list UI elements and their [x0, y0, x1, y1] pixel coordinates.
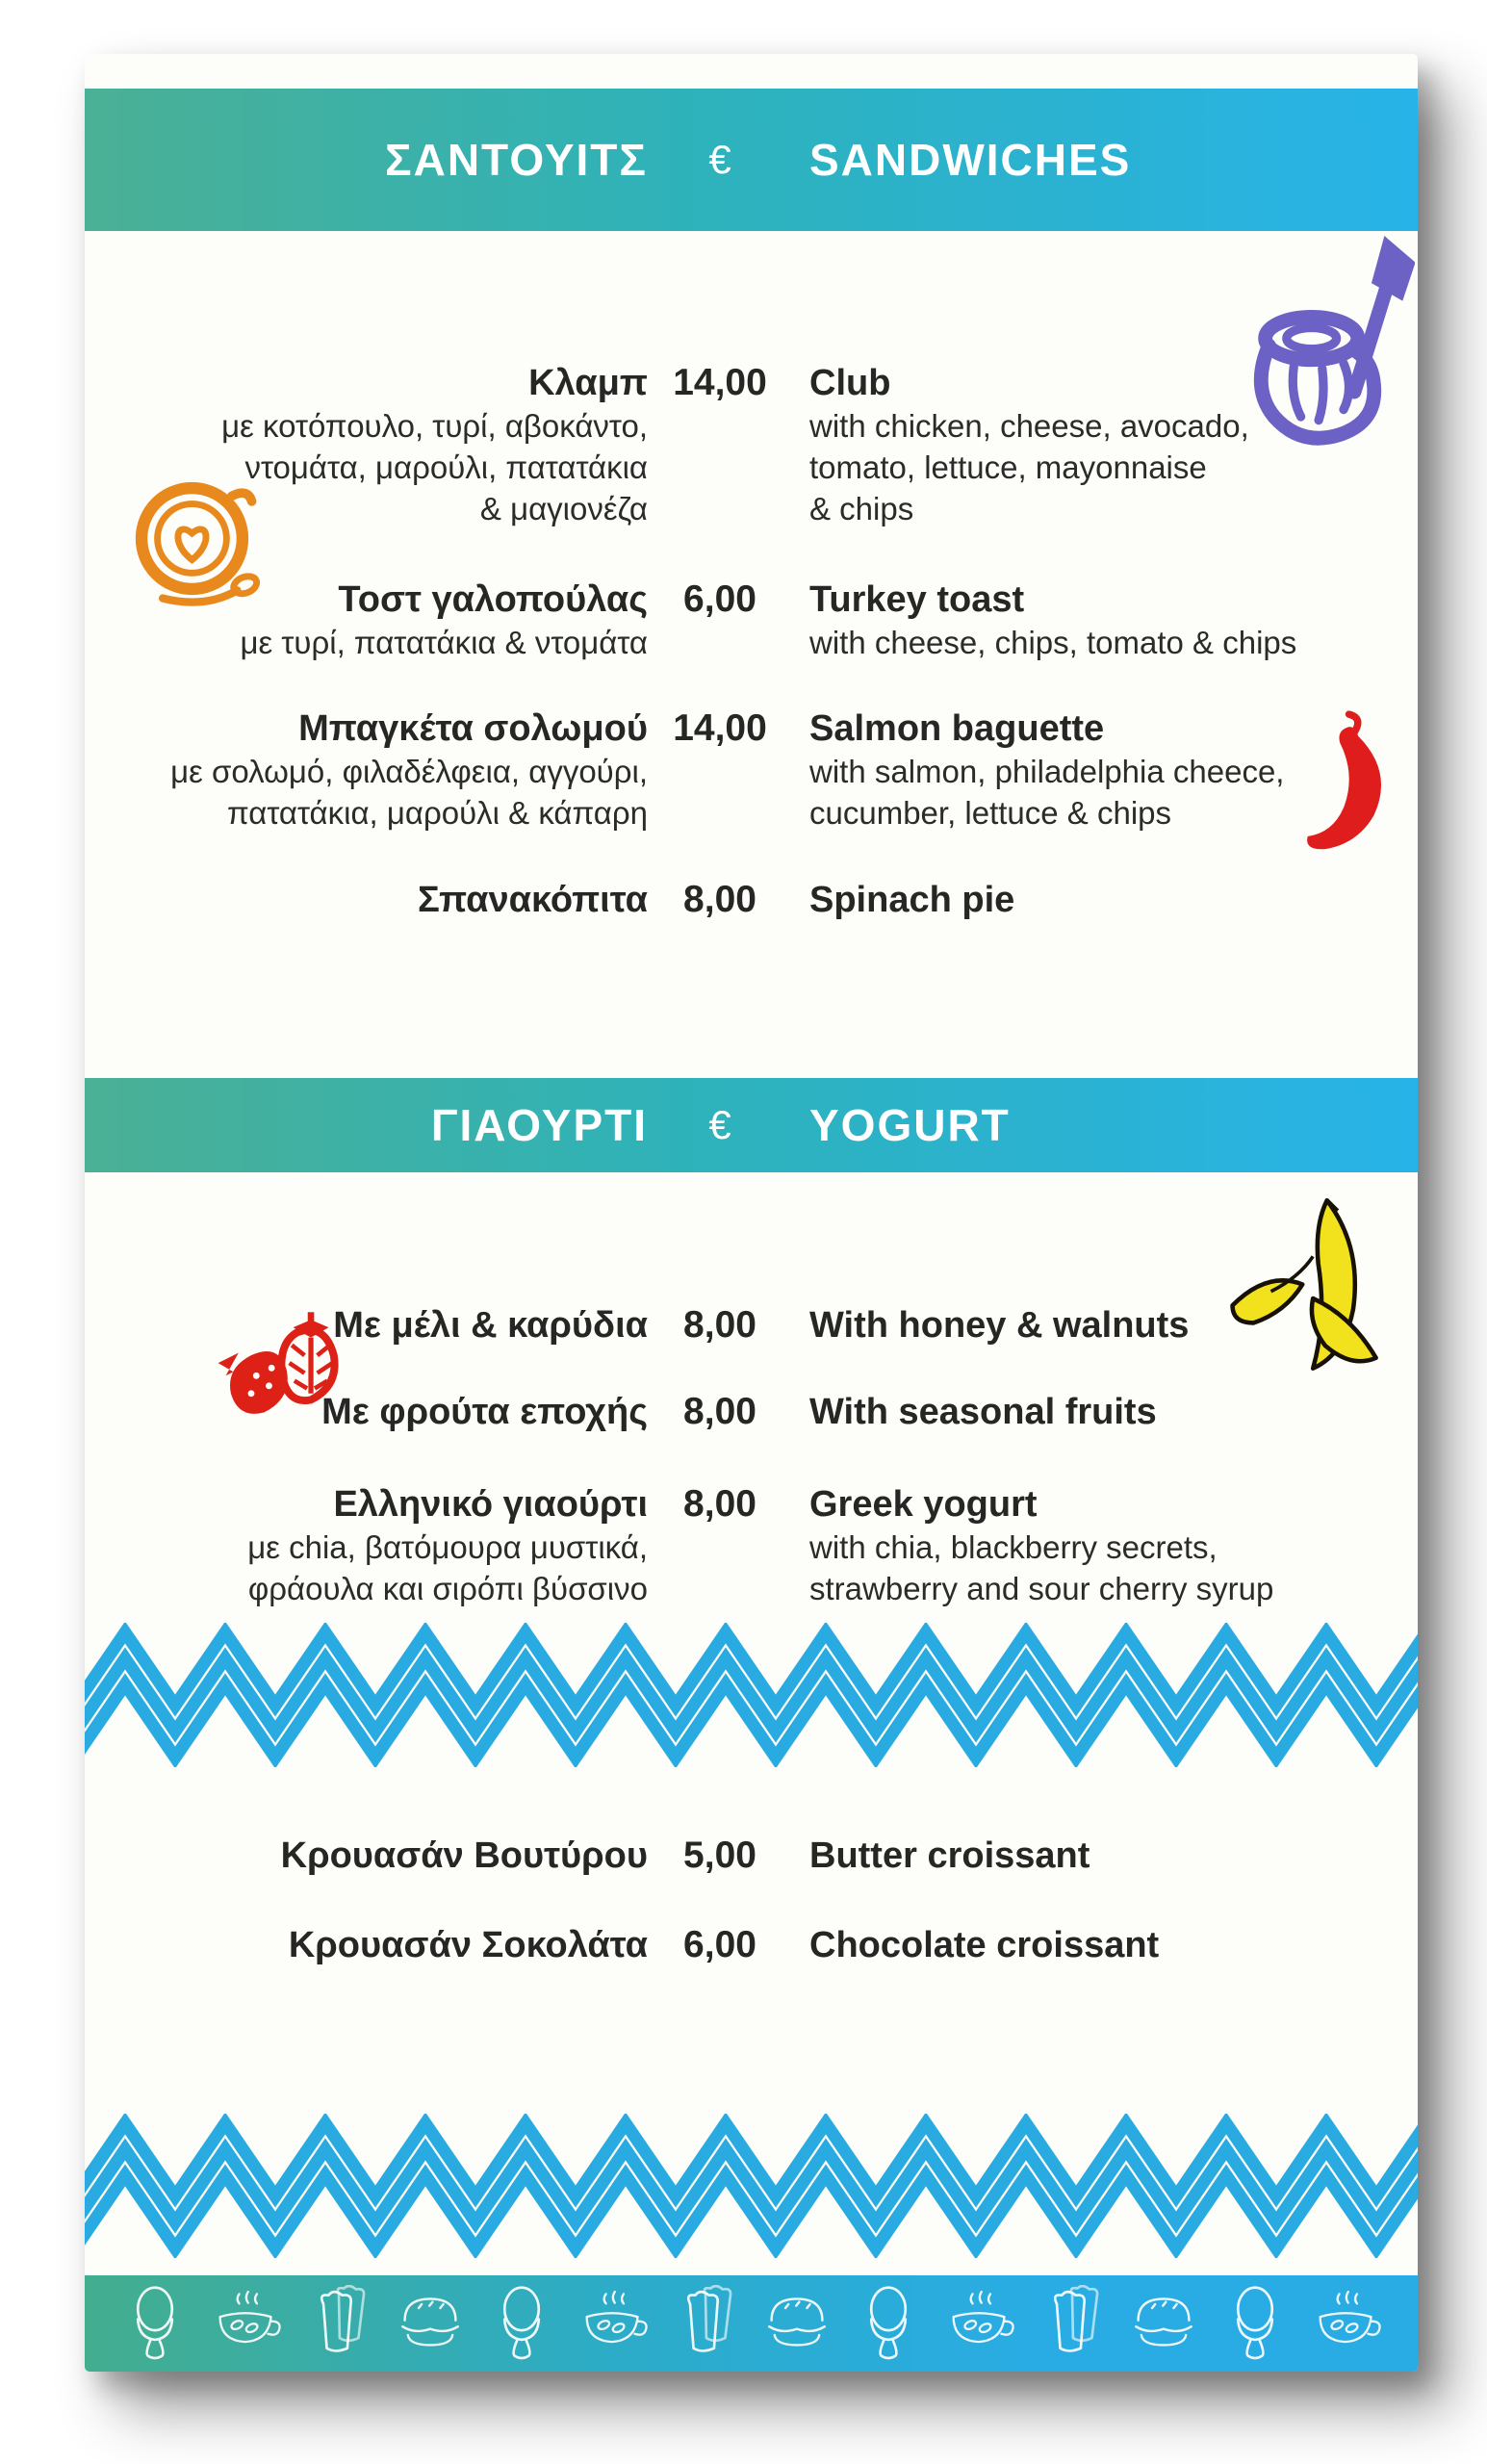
item-desc-greek: με κοτόπουλο, τυρί, αβοκάντο,: [221, 408, 648, 444]
item-desc-english: & chips: [809, 491, 914, 526]
item-desc-greek: με τυρί, πατατάκια & ντομάτα: [240, 625, 648, 660]
item-name-greek: Κλαμπ: [528, 363, 648, 403]
item-price: 6,00: [683, 1924, 756, 1965]
boiled-egg-icon: [120, 2285, 190, 2362]
coffee-cup-icon: [1313, 2285, 1382, 2362]
section-header-sandwiches: [85, 89, 1418, 231]
footer-icon-strip: [85, 2275, 1418, 2372]
item-desc-english: with salmon, philadelphia cheece,: [809, 754, 1285, 789]
item-price: 8,00: [683, 1304, 756, 1346]
item-name-greek: Κρουασάν Σοκολάτα: [288, 1925, 648, 1965]
item-desc-english: with chia, blackberry secrets,: [809, 1529, 1218, 1565]
item-name-greek: Ελληνικό γιαούρτι: [333, 1484, 648, 1525]
coffee-cup-icon: [213, 2285, 282, 2362]
sandwiches-title-english: SANDWICHES: [809, 135, 1132, 185]
toast-sandwich-icon: [1038, 2285, 1107, 2362]
item-price: 8,00: [683, 1391, 756, 1432]
item-name-greek: Μπαγκέτα σολωμού: [298, 708, 648, 749]
toast-sandwich-icon: [671, 2285, 740, 2362]
item-name-english: Butter croissant: [809, 1835, 1090, 1876]
euro-currency-symbol: €: [708, 137, 731, 182]
section-header-yogurt: [85, 1078, 1418, 1172]
yogurt-title-greek: ΓΙΑΟΥΡΤΙ: [430, 1100, 648, 1150]
jam-jar-icon: [1237, 233, 1415, 469]
item-name-greek: Σπανακόπιτα: [417, 880, 648, 920]
item-desc-english: cucumber, lettuce & chips: [809, 795, 1172, 831]
item-name-english: Greek yogurt: [809, 1484, 1038, 1525]
item-desc-greek: ντομάτα, μαρούλι, πατατάκια: [244, 449, 648, 485]
zigzag-divider: [85, 1623, 1418, 1767]
item-desc-greek: πατατάκια, μαρούλι & κάπαρη: [226, 795, 648, 831]
item-price: 8,00: [683, 879, 756, 920]
yogurt-title-english: YOGURT: [809, 1100, 1011, 1150]
coffee-cup-icon: [579, 2285, 649, 2362]
coffee-cup-icon: [946, 2285, 1015, 2362]
item-price: 8,00: [683, 1483, 756, 1525]
item-price: 5,00: [683, 1835, 756, 1876]
burger-icon: [396, 2285, 465, 2362]
item-name-english: With seasonal fruits: [809, 1392, 1157, 1432]
menu-item-club: [85, 361, 1418, 529]
burger-icon: [1129, 2285, 1198, 2362]
euro-currency-symbol: €: [708, 1102, 731, 1147]
item-desc-greek: φράουλα και σιρόπι βύσσινο: [247, 1571, 648, 1606]
item-desc-greek: με σολωμό, φιλαδέλφεια, αγγούρι,: [170, 754, 648, 789]
boiled-egg-icon: [854, 2285, 923, 2362]
menu-item-chocolate-croissant: [85, 1923, 1418, 1967]
item-desc-english: tomato, lettuce, mayonnaise: [809, 449, 1207, 485]
item-desc-english: with cheese, chips, tomato & chips: [809, 625, 1297, 660]
zigzag-divider: [85, 2114, 1418, 2258]
menu-item-turkey-toast: [85, 578, 1418, 663]
item-name-english: Chocolate croissant: [809, 1925, 1160, 1965]
latte-heart-cup-icon: [131, 477, 264, 610]
menu-item-salmon-baguette: [85, 706, 1418, 834]
chili-pepper-icon: [1290, 710, 1397, 855]
item-price: 6,00: [683, 578, 756, 620]
item-desc-greek: & μαγιονέζα: [479, 491, 648, 526]
item-name-greek: Τοστ γαλοπούλας: [338, 579, 648, 620]
item-name-english: Turkey toast: [809, 579, 1025, 620]
sandwiches-title-greek: ΣΑΝΤΟΥΙΤΣ: [385, 135, 648, 185]
boiled-egg-icon: [1220, 2285, 1290, 2362]
item-desc-english: strawberry and sour cherry syrup: [809, 1571, 1274, 1606]
strawberries-icon: [210, 1307, 356, 1434]
menu-card: [85, 54, 1418, 2372]
menu-item-spinach-pie: [85, 878, 1418, 922]
toast-sandwich-icon: [304, 2285, 373, 2362]
item-desc-english: with chicken, cheese, avocado,: [809, 408, 1249, 444]
item-name-greek: Με μέλι & καρύδια: [333, 1305, 648, 1346]
item-price: 14,00: [673, 362, 767, 403]
burger-icon: [762, 2285, 832, 2362]
peeled-banana-icon: [1218, 1188, 1411, 1409]
item-name-english: Club: [809, 363, 891, 403]
item-name-english: With honey & walnuts: [809, 1305, 1190, 1346]
item-name-greek: Κρουασάν Βουτύρου: [280, 1835, 648, 1876]
item-price: 14,00: [673, 707, 767, 749]
item-name-greek: Με φρούτα εποχής: [321, 1392, 648, 1432]
item-name-english: Salmon baguette: [809, 708, 1105, 749]
menu-item-greek-yogurt: [85, 1482, 1418, 1609]
item-desc-greek: με chia, βατόμουρα μυστικά,: [247, 1529, 648, 1565]
boiled-egg-icon: [487, 2285, 556, 2362]
item-name-english: Spinach pie: [809, 880, 1015, 920]
menu-item-butter-croissant: [85, 1834, 1418, 1878]
